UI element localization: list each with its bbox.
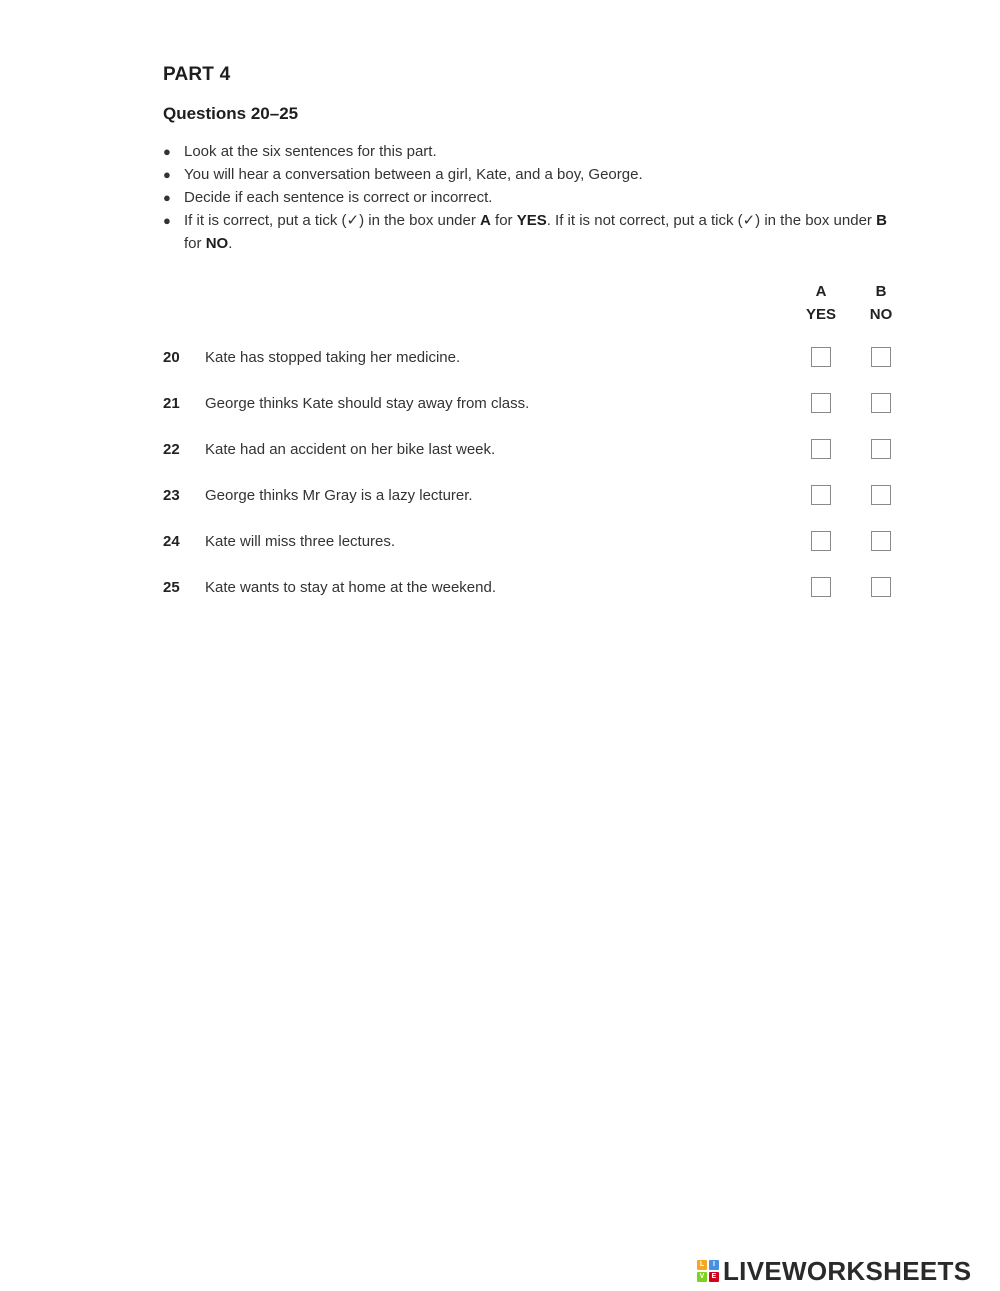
answer-box-yes[interactable] [811, 439, 831, 459]
answer-box-no[interactable] [871, 393, 891, 413]
question-text: Kate will miss three lectures. [205, 533, 396, 550]
question-number: 21 [163, 395, 180, 412]
question-number: 22 [163, 441, 180, 458]
instruction-text: Look at the six sentences for this part. [184, 143, 437, 160]
question-text: George thinks Kate should stay away from class. [205, 395, 530, 412]
instruction-item [163, 163, 903, 186]
question-text: Kate had an accident on her bike last week. [205, 441, 496, 458]
instruction-text: . [228, 235, 233, 252]
instruction-text: for [490, 212, 517, 229]
instruction-item [163, 140, 903, 163]
answer-box-no[interactable] [871, 347, 891, 367]
instruction-text: . If it is not correct, put a tick (✓) in the box under [546, 212, 877, 229]
instruction-item [163, 209, 903, 255]
bullet-icon: ● [163, 190, 171, 205]
questions-title: Questions 20–25 [163, 104, 299, 123]
question-row [163, 577, 903, 601]
question-text: Kate wants to stay at home at the weekend. [205, 579, 497, 596]
question-text: George thinks Mr Gray is a lazy lecturer. [205, 487, 473, 504]
answer-box-yes[interactable] [811, 393, 831, 413]
logo-mark-tile: I [709, 1260, 719, 1270]
question-row [163, 485, 903, 509]
column-b-label: NO [869, 306, 893, 323]
instruction-text: Decide if each sentence is correct or incorrect. [184, 189, 493, 206]
answer-box-no[interactable] [871, 531, 891, 551]
logo-mark-tile: V [697, 1272, 707, 1282]
question-number: 24 [163, 533, 180, 550]
logo-mark-icon [697, 1260, 719, 1282]
column-a-letter: A [815, 283, 827, 300]
column-header-a [796, 280, 846, 326]
instruction-text: If it is correct, put a tick (✓) in the box under [184, 212, 481, 229]
question-number: 25 [163, 579, 180, 596]
question-number: 20 [163, 349, 180, 366]
question-number: 23 [163, 487, 180, 504]
instruction-emphasis: NO [205, 235, 229, 252]
liveworksheets-logo [697, 1256, 971, 1286]
instruction-emphasis: A [480, 212, 491, 229]
part-title: PART 4 [163, 64, 231, 85]
instruction-emphasis: YES [516, 212, 547, 229]
logo-mark-tile: L [697, 1260, 707, 1270]
answer-box-yes[interactable] [811, 531, 831, 551]
answer-box-yes[interactable] [811, 485, 831, 505]
bullet-icon: ● [163, 167, 171, 182]
instruction-item [163, 186, 903, 209]
instruction-text: for [184, 235, 206, 252]
answer-box-no[interactable] [871, 577, 891, 597]
answer-box-no[interactable] [871, 439, 891, 459]
question-row [163, 393, 903, 417]
instruction-emphasis: B [876, 212, 887, 229]
column-b-letter: B [875, 283, 887, 300]
instructions-list [163, 140, 903, 255]
column-a-label: YES [805, 306, 836, 323]
instruction-text: You will hear a conversation between a girl, Kate, and a boy, George. [184, 166, 643, 183]
logo-text: LIVEWORKSHEETS [723, 1255, 972, 1286]
bullet-icon: ● [163, 213, 171, 228]
bullet-icon: ● [163, 144, 171, 159]
answer-box-yes[interactable] [811, 347, 831, 367]
column-header-b [856, 280, 906, 326]
question-text: Kate has stopped taking her medicine. [205, 349, 461, 366]
answer-box-no[interactable] [871, 485, 891, 505]
answer-box-yes[interactable] [811, 577, 831, 597]
logo-mark-tile: E [709, 1272, 719, 1282]
question-row [163, 439, 903, 463]
question-row [163, 347, 903, 371]
question-row [163, 531, 903, 555]
